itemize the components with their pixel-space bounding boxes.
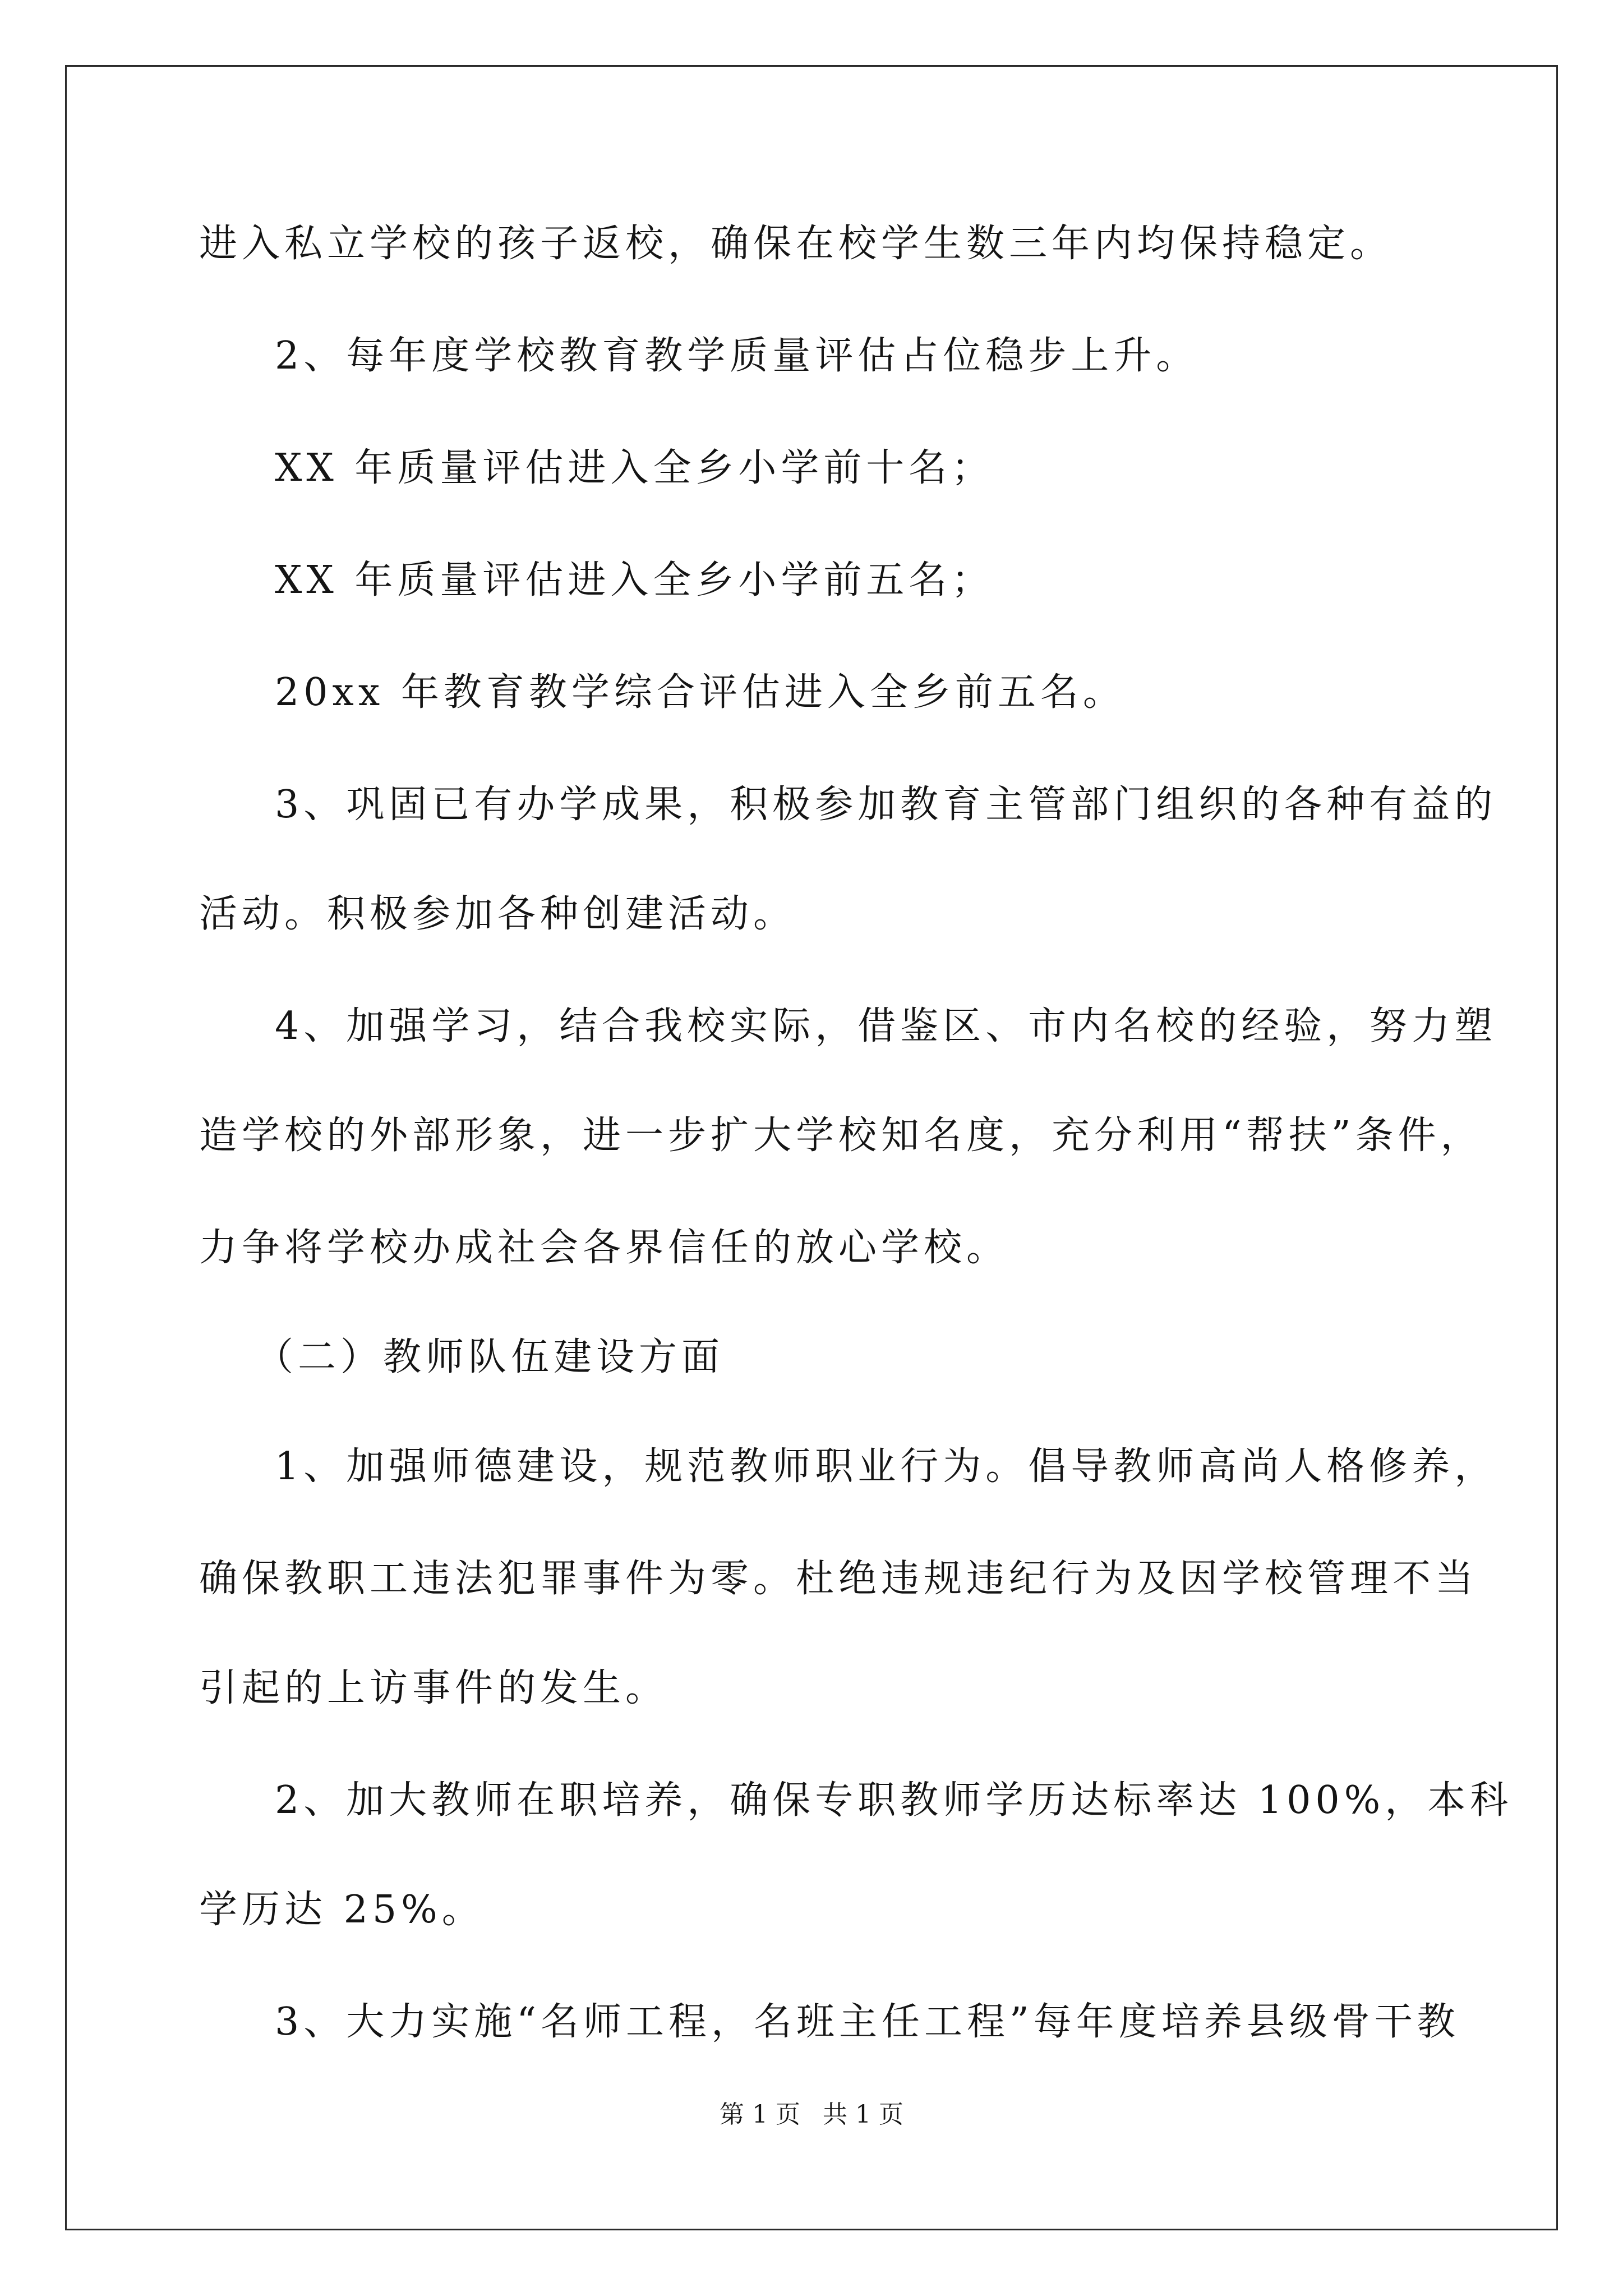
section-heading: （二）教师队伍建设方面	[255, 1335, 725, 1379]
text-line: 引起的上访事件的发生。	[199, 1666, 668, 1710]
text-line: 20xx 年教育教学综合评估进入全乡前五名。	[275, 670, 1126, 715]
text-line: 2、加大教师在职培养，确保专职教师学历达标率达 100%，本科	[275, 1778, 1513, 1823]
text-line: 2、每年度学校教育教学质量评估占位稳步上升。	[275, 334, 1199, 378]
text-line: 确保教职工违法犯罪事件为零。杜绝违规违纪行为及因学校管理不当	[199, 1557, 1478, 1601]
text-line: 力争将学校办成社会各界信任的放心学校。	[199, 1226, 1009, 1270]
text-line: 进入私立学校的孩子返校，确保在校学生数三年内均保持稳定。	[199, 222, 1393, 266]
page-number: 第 1 页	[720, 2100, 800, 2129]
text-line: 4、加强学习，结合我校实际，借鉴区、市内名校的经验，努力塑	[275, 1004, 1497, 1048]
text-line: 活动。积极参加各种创建活动。	[199, 892, 796, 936]
text-line: 3、巩固已有办学成果，积极参加教育主管部门组织的各种有益的	[275, 783, 1497, 827]
text-line: 学历达 25%。	[199, 1888, 485, 1932]
text-line: 造学校的外部形象，进一步扩大学校知名度，充分利用“帮扶”条件，	[199, 1114, 1483, 1158]
text-line: XX 年质量评估进入全乡小学前十名；	[275, 446, 994, 490]
page-footer	[0, 2101, 1623, 2129]
text-line: 3、大力实施“名师工程，名班主任工程”每年度培养县级骨干教	[275, 2000, 1460, 2044]
page-total: 共 1 页	[823, 2100, 903, 2129]
text-line: 1、加强师德建设，规范教师职业行为。倡导教师高尚人格修养，	[275, 1444, 1497, 1489]
text-line: XX 年质量评估进入全乡小学前五名；	[275, 558, 994, 602]
